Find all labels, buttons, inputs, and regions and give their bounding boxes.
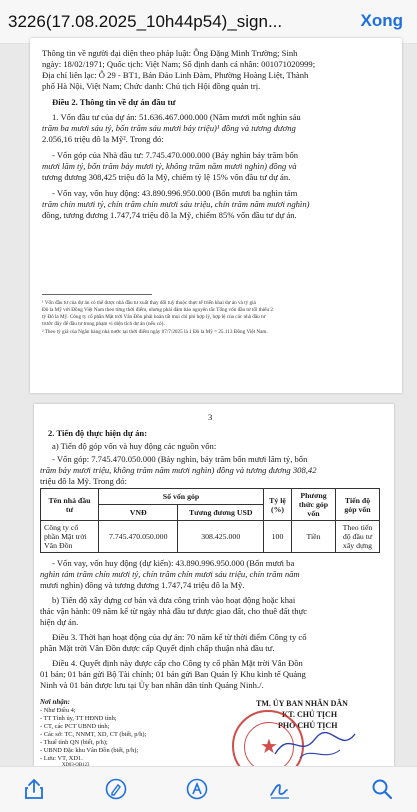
text-line: Điều 4. Quyết định này được cấp cho Công ty cổ phần Mặt trời Vân Đồn: [52, 658, 303, 668]
text-line: b) Tiến độ xây dựng cơ bản và đưa công trình vào hoạt động hoặc khai: [52, 595, 296, 605]
bottom-toolbar: [0, 766, 417, 812]
share-icon[interactable]: [22, 777, 46, 801]
signature-role: KT. CHỦ TỊCH: [282, 710, 338, 719]
table-cell: Theo tiến độ đầu tư xây dựng: [336, 521, 380, 553]
table-cell: 7.745.470.050.000: [99, 521, 178, 553]
table-row: [41, 521, 380, 553]
recipient-item: - Các sở: TC, NNMT, XD, CT (biết, p/h);: [40, 731, 147, 738]
recipient-item: - CT, các PCT UBND tỉnh;: [40, 723, 110, 730]
text-recognition-icon[interactable]: [185, 777, 209, 801]
table-header: VNĐ: [99, 505, 178, 521]
recipient-item: - Lưu: VT, XD1.: [40, 755, 83, 762]
text-line: a) Tiến độ góp vốn và huy động các nguồn vốn:: [52, 441, 217, 451]
document-title: 3226(17.08.2025_10h44p54)_sign...: [8, 12, 283, 31]
table-header: Tên nhà đầu tư: [41, 489, 99, 521]
table-cell: 100: [264, 521, 292, 553]
pdf-page-2: [30, 38, 402, 393]
footnote: tỷ Đô la Mỹ. Công ty cổ phần Mặt trời Vân Đồn phải hoàn tất mọi chi phí hợp lý, hợp lệ của các nhà đầu tư: [42, 314, 266, 320]
recipient-item: - TT Tỉnh ủy, TT HĐND tỉnh;: [40, 715, 117, 722]
recipient-item: - Thuế tỉnh QN (biết, p/h);: [40, 739, 108, 746]
text-line: - Vốn góp của Nhà đầu tư: 7.745.470.000.000 (Bảy nghìn bảy trăm bốn: [52, 150, 299, 160]
text-line: - Vốn góp: 7.745.470.050.000 (Bảy nghìn, bảy trăm bốn mươi lăm tỷ, bốn: [52, 454, 308, 464]
text-line: 1. Vốn đầu tư của dự án: 51.636.467.000.000 (Năm mươi mốt nghìn sáu: [52, 112, 301, 122]
text-line: nghìn tám trăm chín mươi tỷ, chín trăm chín mươi sáu triệu, chín trăm năm: [40, 569, 300, 579]
table-cell: 308.425.000: [178, 521, 264, 553]
signature-title: PHÓ CHỦ TỊCH: [278, 721, 338, 730]
text-line: 2.056,16 triệu đô la Mỹ². Trong đó:: [42, 134, 164, 144]
capital-table: [40, 488, 380, 553]
table-header: Số vốn góp: [99, 489, 264, 505]
text-line: ngày: 18/02/1971; Quốc tịch: Việt Nam; Số định danh cá nhân: 001071020999;: [42, 59, 316, 69]
handwritten-signature: [270, 724, 360, 764]
text-line: triệu đô la Mỹ. Trong đó:: [40, 476, 127, 486]
text-line: thác vận hành: 09 năm kể từ ngày nhà đầu tư được giao đất, cho thuê đất thực: [40, 606, 308, 616]
table-header: Tỷ lệ (%): [264, 489, 292, 521]
footnote: trước đây để đầu tư trong phạm vi diện tích dự án (nếu có).: [42, 321, 165, 327]
pdf-page-3: [34, 404, 394, 774]
table-header: Phương thức góp vốn: [292, 489, 336, 521]
table-cell: Công ty cổ phần Mặt trời Vân Đồn: [41, 521, 99, 553]
text-line: hiện dự án.: [40, 617, 79, 627]
markup-icon[interactable]: [104, 777, 128, 801]
document-viewer[interactable]: [0, 44, 417, 766]
table-header: Tiến độ góp vốn: [336, 489, 380, 521]
text-line: Điều 3. Thời hạn hoạt động của dự án: 70 năm kể từ thời điểm Công ty cổ: [52, 632, 307, 642]
search-icon[interactable]: [370, 777, 394, 801]
page-number: 3: [208, 412, 213, 422]
text-line: trăm ba mươi sáu tỷ, bốn trăm sáu mươi bảy triệu)¹ đồng và tương đương: [42, 123, 296, 133]
recipient-item: - Như Điều 4;: [40, 707, 76, 714]
text-line: trăm chín mươi tỷ, chín trăm chín mươi sáu triệu, chín trăm năm mươi nghìn): [42, 199, 310, 209]
text-line: tương đương 308,425 triệu đô la Mỹ, chiếm tỷ lệ 15% vốn đầu tư dự án.: [42, 172, 291, 182]
footnote: ² Theo tỷ giá của Ngân hàng nhà nước tại thời điểm ngày 07/7/2025 là 1 Đô la Mỹ = 25.113 Đồng Việt Nam.: [42, 329, 268, 335]
recipient-item: - UBND Đặc khu Vân Đồn (biết, p/h);: [40, 747, 139, 754]
text-line: Ninh và 01 bản được lưu tại Ủy ban nhân dân tỉnh Quảng Ninh./.: [40, 680, 264, 690]
section-heading: Điều 2. Thông tin về dự án đầu tư: [52, 97, 176, 107]
official-seal: ★: [232, 710, 304, 782]
section-heading: 2. Tiến độ thực hiện dự án:: [48, 428, 148, 438]
table-header: Tương đương USD: [178, 505, 264, 521]
text-line: Thông tin về người đại diện theo pháp luật: Ông Đặng Minh Trường; Sinh: [42, 48, 298, 58]
recipients-title: Nơi nhận:: [40, 698, 71, 706]
text-line: mươi nghìn) đồng và tương đương 1.747,74 triệu đô la Mỹ.: [40, 580, 245, 590]
sign-icon[interactable]: [268, 777, 292, 801]
text-line: phần Mặt trời Vân Đồn được cấp Quyết định chấp thuận nhà đầu tư.: [40, 643, 275, 653]
signature-org: TM. ỦY BAN NHÂN DÂN: [256, 699, 348, 708]
text-line: phố Hà Nội, Việt Nam; Chức danh: Chủ tịch Hội đồng quản trị.: [42, 81, 261, 91]
done-button[interactable]: Xong: [360, 11, 403, 30]
table-cell: Tiền: [292, 521, 336, 553]
text-line: - Vốn vay, vốn huy động: 43.890.996.950.000 (Bốn mươi ba nghìn tám: [52, 188, 298, 198]
footnote-divider: [42, 294, 152, 295]
text-line: 01 bản; 01 bản gửi Bộ Tài chính; 01 bản gửi Ban Quản lý Khu kinh tế Quảng: [40, 669, 306, 679]
footnote: Đô la Mỹ với Đồng Việt Nam theo từng thời điểm, nhưng phải đảm bảo nguyên tắc Tổng vốn đầu tư tối thiểu 2: [42, 307, 273, 313]
text-line: - Vốn vay, vốn huy động (dự kiến): 43.890.996.950.000 (Bốn mươi ba: [52, 558, 295, 568]
text-line: đồng, tương đương 1.747,74 triệu đô la Mỹ, chiếm 85% vốn đầu tư dự án.: [42, 210, 297, 220]
text-line: mươi lăm tỷ, bốn trăm bảy mươi tỷ, không trăm năm mươi nghìn) đồng và: [42, 161, 297, 171]
text-line: Địa chỉ liên lạc: Ô 29 - BT1, Bán Đảo Linh Đàm, Phường Hoàng Liệt, Thành: [42, 70, 309, 80]
text-line: trăm bảy mươi triệu, không trăm năm mươi nghìn) đồng và tương đương 308,42: [40, 465, 317, 475]
footnote: ¹ Vốn đầu tư của dự án có thể được nhà đầu tư xuất thay đổi tuỳ thuộc thực tế triển khai dự án và tỷ giá: [42, 300, 256, 306]
